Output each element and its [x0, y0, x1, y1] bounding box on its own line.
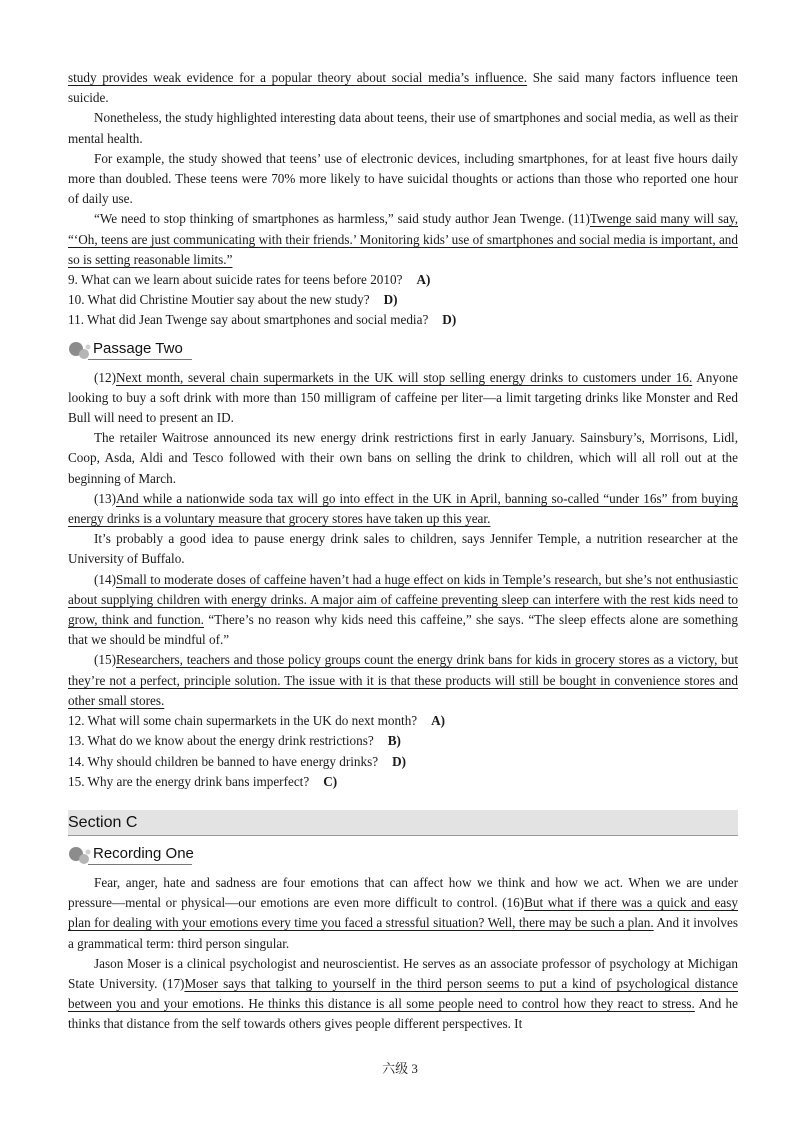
passage-title: Passage Two	[93, 339, 183, 357]
paragraph: It’s probably a good idea to pause energy drink sales to children, says Jennifer Temple, a nutrition researcher at the University of Buffalo.	[68, 531, 738, 567]
underlined-text: But what if there was a quick and easy plan for dealing with your emotions every time you faced a stressful situation? Well, there may be such a plan.	[68, 895, 739, 931]
paragraph	[68, 489, 738, 529]
question-text: 12. What will some chain supermarkets in the UK do next month?	[68, 713, 418, 729]
question-text: 15. Why are the energy drink bans imperfect?	[68, 773, 310, 789]
question-text: 13. What do we know about the energy drink restrictions?	[68, 733, 374, 749]
label: (15)	[94, 652, 116, 668]
answer: A)	[416, 272, 431, 288]
paragraph: Nonetheless, the study highlighted interesting data about teens, their use of smartphones and social media, as well as their mental health.	[68, 110, 738, 146]
text: She said many factors influence teen suicide.	[68, 70, 738, 106]
section-title: Section C	[68, 813, 138, 831]
underlined-text: Small to moderate doses of caffeine haven’t had a huge effect on kids in Temple’s research, but she’s not enthusiastic about supplying children with energy drinks. A major aim of caffeine preventing sleep can interfere with the rest kids need to grow, think and function.	[68, 571, 738, 628]
text: Jason Moser is a clinical psychologist and neuroscientist. He serves as an associate professor of psychology at Michigan State University. (17)	[68, 955, 738, 991]
paragraph	[68, 873, 738, 954]
bubbles-icon	[68, 340, 92, 360]
title-underline	[88, 864, 192, 865]
underlined-text: And while a nationwide soda tax will go into effect in the UK in April, banning so-called “under 16s” from buying energy drinks is a voluntary measure that grocery stores have taken up this year.	[68, 490, 738, 527]
paragraph	[68, 368, 738, 429]
answer: C)	[323, 773, 338, 789]
bubbles-icon	[68, 845, 92, 865]
underlined-text: Moser says that talking to yourself in the third person seems to put a kind of psychological distance between you and your emotions. He thinks this distance is all some people need to control how they react to stress.	[68, 975, 739, 1012]
question-12	[68, 711, 738, 731]
answer: D)	[383, 292, 398, 308]
question-14	[68, 752, 738, 772]
page-content	[68, 68, 738, 1035]
text: And he thinks that distance from the self towards others gives people different perspectives. It	[68, 996, 738, 1032]
recording-one-heading	[68, 843, 738, 867]
paragraph	[68, 650, 738, 711]
question-13	[68, 731, 738, 751]
label: (14)	[94, 571, 116, 587]
question-10	[68, 290, 738, 310]
passage-two-heading	[68, 338, 738, 362]
section-rule	[68, 835, 738, 836]
question-text: 14. Why should children be banned to have energy drinks?	[68, 753, 379, 769]
answer: B)	[387, 733, 401, 749]
paragraph	[68, 954, 738, 1035]
question-text: 11. What did Jean Twenge say about smartphones and social media?	[68, 312, 429, 328]
answer: A)	[431, 713, 446, 729]
underlined-text: Researchers, teachers and those policy groups count the energy drink bans for kids in grocery stores as a victory, but they’re not a perfect, principle solution. The issue with it is that these products will still be bought in convenience stores and other small stores.	[68, 652, 738, 708]
answer: D)	[442, 312, 457, 328]
recording-title: Recording One	[93, 844, 194, 862]
question-text: 9. What can we learn about suicide rates for teens before 2010?	[68, 272, 403, 288]
underlined-text: Next month, several chain supermarkets in the UK will stop selling energy drinks to customers under 16.	[115, 369, 693, 385]
page-footer: 六级 3	[382, 1061, 418, 1076]
paragraph	[68, 209, 738, 270]
section-c-heading	[68, 810, 738, 836]
paragraph: The retailer Waitrose announced its new energy drink restrictions first in early January. Sainsbury’s, Morrisons, Lidl, Coop, Asda, Aldi and Tesco followed with their own bans on selling the drink to children, which will all roll out at the beginning of March.	[68, 430, 738, 486]
label: (13)	[94, 490, 116, 506]
question-15	[68, 772, 738, 792]
text: “There’s no reason why kids need this caffeine,” she says. “The sleep effects alone are something that we should be mindful of.”	[68, 612, 738, 648]
text: Fear, anger, hate and sadness are four emotions that can affect how we think and how we act. When we are under pressure—mental or physical—our emotions are even more difficult to control. (16)	[68, 874, 738, 911]
underlined-text: Twenge said many will say, “‘Oh, teens are just communicating with their friends.’ Monitoring kids’ use of smartphones and social media is important, and so is setting reasonable limits.”	[68, 211, 738, 267]
text: “We need to stop thinking of smartphones as harmless,” said study author Jean Twenge. (11)	[94, 211, 590, 227]
paragraph	[68, 570, 738, 651]
paragraph	[68, 68, 738, 108]
answer: D)	[392, 753, 406, 769]
underlined-text: study provides weak evidence for a popular theory about social media’s influence.	[68, 70, 528, 85]
question-text: 10. What did Christine Moutier say about the new study?	[68, 292, 370, 308]
text: Anyone looking to buy a soft drink with more than 150 milligram of caffeine per liter—a limit targeting drinks like Monster and Red Bull will need to present an ID.	[68, 369, 738, 426]
question-11	[68, 310, 738, 330]
paragraph: For example, the study showed that teens’ use of electronic devices, including smartphones, for at least five hours daily more than doubled. These teens were 70% more likely to have suicidal thoughts or actions than those who reported one hour of daily use.	[68, 150, 738, 207]
text: And it involves a grammatical term: third person singular.	[68, 915, 738, 951]
title-underline	[88, 359, 192, 360]
question-9	[68, 270, 738, 290]
label: (12)	[94, 369, 116, 385]
